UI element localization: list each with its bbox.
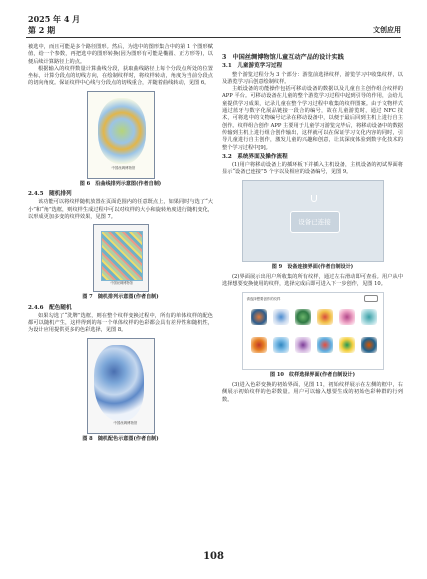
figure-6-caption: 图 6 沿曲线排列示意图(作者自制) [79,180,162,187]
museum-logo: 中国丝绸博物馆 [110,280,133,285]
paragraph: 如果勾选了“洗牌”选框，则在整个纹样变换过程中，所有的单体纹样的配色都可以随机产生，这样得到的每一个单体纹样的色彩都会具有差异性和随机性，为设计应用提供更多的色彩选择，见图 8。 [28,312,213,334]
pattern-tile [317,309,333,325]
issue-date: 2025 年 4 月 [28,14,81,24]
figure-7-caption: 图 7 随机排列示意图(作者自制) [82,294,159,301]
selection-prompt: 请选择想要创作的纹样 [246,296,281,301]
figure-7-random-arrangement [93,224,149,292]
random-color-pattern-image [94,345,144,421]
section-3-title: 3 中国丝绸博物馆儿童互动产品的设计实践 [222,54,344,61]
paragraph: (2)界面展示出用户所收集的所有纹样，通过左右滑动即可查看。用户从中选择想要变换使用的纹样，选择完成后即可进入下一步创作，见图 10。 [222,274,403,288]
pattern-tile [295,337,311,353]
header-rule [26,37,401,38]
figure-6-curve-arrangement [87,91,155,179]
section-2-4-6-title: 2.4.6 配色随机 [28,304,72,311]
pattern-tile [317,337,333,353]
figure-9-caption: 图 9 设备连接界面(作者自制设计) [271,263,354,270]
figure-10-pattern-selection-screen [242,292,384,370]
paragraph: 根据输入的纹样数量计算曲线分段，获取曲线路径上每个分段点所处的位置坐标，计算分段点的切线方向，在绘制纹样时，将纹样转动，角度为当前分段点的切向角度。保证纹样中心线与分段点的切线重合，并随着曲线转动，见图 6。 [28,65,213,87]
pattern-tile [295,309,311,325]
figure-8-random-color [87,338,155,434]
paragraph: 主纸设备的功能操作包括可移动设备的数据以及儿童自主创作组合纹样的 APP 平台。可移动设备在儿童的整个游览学习过程中起到引导的作用，会给儿童提供学习成果，记录儿童在整个学习过程中收集的纹样图案。由于文物样式通过蓝牙与数字化展品链接一段合的编号，故在儿童游览时，通过 NFC 技术，可将选中的文物编号记录在移动设备中，以便于最后回到主机上进行自主创作。纹样组合创作 APP 主要用于儿童学习游览完毕后，将移动设备中的数据传输到主机上进行组合创作输出，这样就可以在保证学习文化内容的同时，引导儿童进行自主创作，激发儿童的兴趣和创意，让其深度体验到数字化技术的整个学习过程中[9]。 [222,86,403,151]
curve-pattern-image [98,98,146,164]
journal-section: 文创应用 [373,25,401,34]
section-3-2-title: 3.2 系统界面及操作流程 [222,153,288,160]
pattern-tile [361,309,377,325]
pattern-tile [339,337,355,353]
paragraph: 该功能可以将纹样随机放置在页面范围内的任意既点上，如果同时与选了“大小”和“角”选框，则纹样生成过程中可以对纹样的大小和旋转角度进行随机变化，以形成更加多变的纹样效果，见图 7。 [28,199,213,220]
issue-number: 第 2 期 [28,25,56,35]
section-3-1-title: 3.1 儿童游览学习过程 [222,63,283,70]
random-pattern-image [101,231,143,281]
issue-info [28,14,80,36]
pattern-tile [361,337,377,353]
museum-logo: 中国丝绸博物馆 [111,166,136,171]
paragraph: (1)用户将移动设备上的插环板下并插入主机设备，主机设备的初试界面将显示“设备已连接”5 个字以及相应的设备编号，见图 9。 [222,162,403,176]
figure-9-device-connected-screen [242,180,384,262]
paragraph: (3)进入色彩变换的初始界面，见图 11，初始纹样展示在左侧的框中，右侧展示初始纹样的色彩数量。用户可以输入想要生成的初始色彩种群的行列数。 [222,381,403,403]
device-icon [311,195,317,202]
back-button [364,295,378,302]
page-number: 108 [203,551,224,562]
pattern-tile [251,337,267,353]
pattern-tile [273,337,289,353]
right-column [222,44,403,404]
figure-8-caption: 图 8 随机配色示意图(作者自制) [82,435,159,442]
pattern-tile [251,309,267,325]
museum-logo: 中国丝绸博物馆 [113,421,138,426]
section-2-4-5-title: 2.4.5 随机排列 [28,191,72,198]
paragraph: 整个游览过程分为 3 个部分：游览前选择纹样，游览学习中收集纹样，以及游览学习后创意绘制纹样。 [222,71,403,85]
figure-10-caption: 图 10 纹样选择界面(作者自制设计) [270,371,355,378]
pattern-tile [339,309,355,325]
pattern-tile [273,309,289,325]
paragraph: 被选中，而且可能是多个路径图形。然后，为选中的图形集合中的第 1 个图形赋值，给一个参数，再把选中的图形转换(因为图形有可能是椭圆、正方形等)，以便后续计算路径上的点。 [28,44,213,65]
device-connected-button: 设备已连接 [290,211,340,233]
left-column [28,44,213,446]
